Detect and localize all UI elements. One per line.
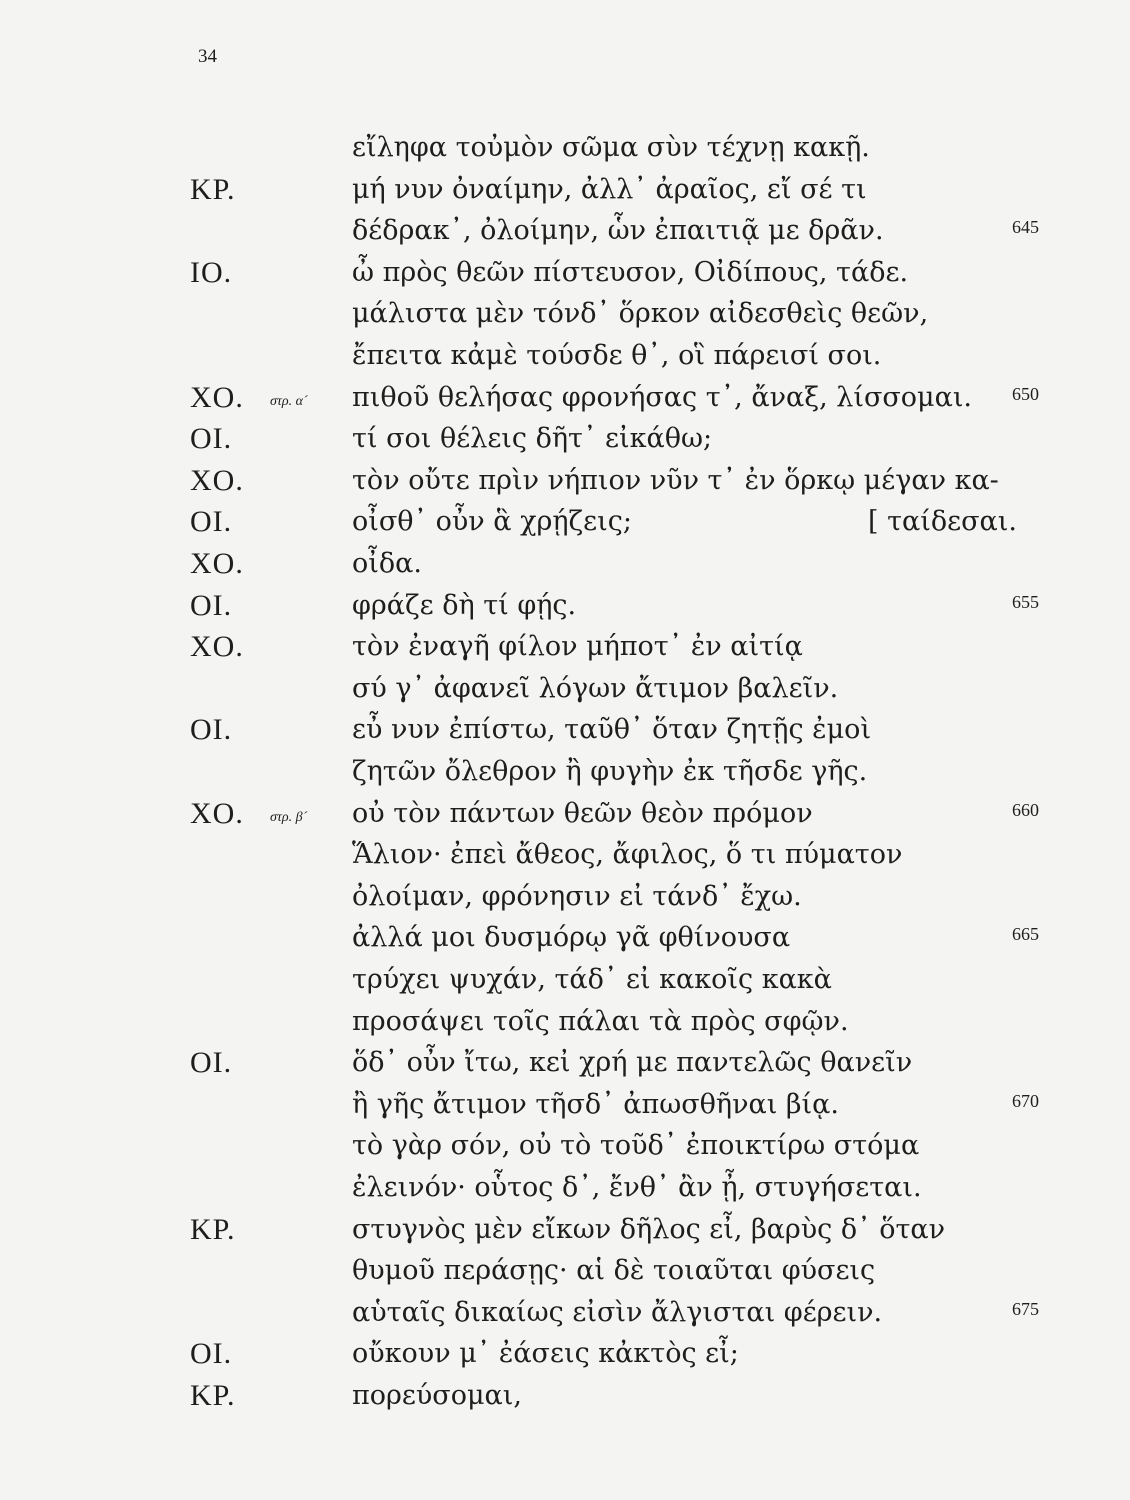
verse-line	[0, 877, 1130, 917]
speaker-label: ΧΟ.	[190, 464, 244, 497]
verse-text: αὑταῖς δικαίως εἰσὶν ἄλγισται φέρειν.	[352, 1297, 883, 1328]
verse-text: εὖ νυν ἐπίστω, ταῦθ᾽ ὅταν ζητῇς ἐμοὶ	[352, 714, 872, 745]
verse-line	[0, 710, 1130, 750]
line-number: 655	[1012, 592, 1039, 612]
speaker-label: ΧΟ.	[190, 797, 244, 830]
verse-text: οἶσθ᾽ οὖν ἃ χρῄζεις;	[352, 506, 632, 537]
verse-text: τὸν οὔτε πρὶν νήπιον νῦν τ᾽ ἐν ὅρκῳ μέγαν κα-	[352, 465, 999, 496]
verse-text: ὀλοίμαν, φρόνησιν εἰ τάνδ᾽ ἔχω.	[352, 881, 802, 912]
verse-text: τὸν ἐναγῆ φίλον μήποτ᾽ ἐν αἰτίᾳ	[352, 631, 803, 662]
verse-line	[0, 1210, 1130, 1250]
speaker-label: ΧΟ.	[190, 547, 244, 580]
verse-line	[0, 1168, 1130, 1208]
strophe-mark: στρ. α´	[270, 394, 308, 409]
verse-text: θυμοῦ περάσῃς· αἱ δὲ τοιαῦται φύσεις	[352, 1255, 876, 1286]
verse-line	[0, 1126, 1130, 1166]
line-number: 665	[1012, 924, 1039, 944]
verse-text: πορεύσομαι,	[352, 1380, 522, 1411]
verse-line	[0, 1085, 1130, 1125]
verse-line	[0, 294, 1130, 334]
verse-continuation: [ ταίδεσαι.	[868, 506, 1017, 537]
verse-line	[0, 960, 1130, 1000]
verse-line	[0, 170, 1130, 210]
speaker-label: ΟΙ.	[190, 1046, 233, 1079]
verse-line	[0, 211, 1130, 251]
verse-text: οἶδα.	[352, 548, 422, 579]
verse-line	[0, 669, 1130, 709]
line-number: 660	[1012, 800, 1039, 820]
verse-text: τρύχει ψυχάν, τάδ᾽ εἰ κακοῖς κακὰ	[352, 964, 832, 995]
verse-line	[0, 794, 1130, 834]
verse-text: τί σοι θέλεις δῆτ᾽ εἰκάθω;	[352, 423, 713, 454]
verse-line	[0, 378, 1130, 418]
verse-line	[0, 1334, 1130, 1374]
verse-line	[0, 835, 1130, 875]
speaker-label: ΙΟ.	[190, 256, 233, 289]
verse-text: ὦ πρὸς θεῶν πίστευσον, Οἰδίπους, τάδε.	[352, 257, 909, 288]
speaker-label: ΟΙ.	[190, 505, 233, 538]
verse-text: οὐ τὸν πάντων θεῶν θεὸν πρόμον	[352, 798, 813, 829]
verse-line	[0, 752, 1130, 792]
strophe-mark: στρ. β´	[270, 810, 308, 825]
verse-line	[0, 419, 1130, 459]
speaker-label: ΚΡ.	[190, 173, 236, 206]
verse-text: σύ γ᾽ ἀφανεῖ λόγων ἄτιμον βαλεῖν.	[352, 673, 839, 704]
line-number: 670	[1012, 1091, 1039, 1111]
speaker-label: ΧΟ.	[190, 381, 244, 414]
verse-line	[0, 918, 1130, 958]
verse-text: εἴληφα τοὐμὸν σῶμα σὺν τέχνῃ κακῇ.	[352, 132, 870, 163]
verse-line	[0, 336, 1130, 376]
page-number: 34	[198, 46, 217, 67]
speaker-label: ΟΙ.	[190, 422, 233, 455]
verse-line	[0, 502, 1130, 542]
speaker-label: ΟΙ.	[190, 1337, 233, 1370]
line-number: 675	[1012, 1299, 1039, 1319]
verse-line	[0, 586, 1130, 626]
verse-text: πιθοῦ θελήσας φρονήσας τ᾽, ἄναξ, λίσσομαι.	[352, 382, 973, 413]
verse-text: οὔκουν μ᾽ ἐάσεις κἀκτὸς εἶ;	[352, 1338, 739, 1369]
verse-text: ἀλλά μοι δυσμόρῳ γᾶ φθίνουσα	[352, 922, 791, 953]
verse-text: τὸ γὰρ σόν, οὐ τὸ τοῦδ᾽ ἐποικτίρω στόμα	[352, 1130, 920, 1161]
verse-line	[0, 1376, 1130, 1416]
verse-text: ὅδ᾽ οὖν ἴτω, κεἰ χρή με παντελῶς θανεῖν	[352, 1047, 913, 1078]
verse-text: Ἅλιον· ἐπεὶ ἄθεος, ἄφιλος, ὅ τι πύματον	[352, 839, 903, 870]
verse-text: ἐλεινόν· οὗτος δ᾽, ἔνθ᾽ ἂν ᾖ, στυγήσεται.	[352, 1172, 922, 1203]
verse-line	[0, 627, 1130, 667]
verse-text: μάλιστα μὲν τόνδ᾽ ὅρκον αἰδεσθεὶς θεῶν,	[352, 298, 929, 329]
verse-text: μή νυν ὀναίμην, ἀλλ᾽ ἀραῖος, εἴ σέ τι	[352, 174, 867, 205]
line-number: 645	[1012, 217, 1039, 237]
speaker-label: ΟΙ.	[190, 713, 233, 746]
verse-line	[0, 1043, 1130, 1083]
verse-text: στυγνὸς μὲν εἴκων δῆλος εἶ, βαρὺς δ᾽ ὅταν	[352, 1214, 946, 1245]
verse-text: ἔπειτα κἀμὲ τούσδε θ᾽, οἳ πάρεισί σοι.	[352, 340, 882, 371]
speaker-label: ΟΙ.	[190, 589, 233, 622]
verse-line	[0, 128, 1130, 168]
speaker-label: ΧΟ.	[190, 630, 244, 663]
verse-line	[0, 1293, 1130, 1333]
verse-text: ζητῶν ὄλεθρον ἢ φυγὴν ἐκ τῆσδε γῆς.	[352, 756, 868, 787]
verse-text: φράζε δὴ τί φῄς.	[352, 590, 577, 621]
verse-line	[0, 544, 1130, 584]
speaker-label: ΚΡ.	[190, 1213, 236, 1246]
verse-line	[0, 1251, 1130, 1291]
verse-line	[0, 461, 1130, 501]
verse-line	[0, 1002, 1130, 1042]
verse-text: προσάψει τοῖς πάλαι τὰ πρὸς σφῷν.	[352, 1006, 849, 1037]
speaker-label: ΚΡ.	[190, 1379, 236, 1412]
verse-text: δέδρακ᾽, ὀλοίμην, ὧν ἐπαιτιᾷ με δρᾶν.	[352, 215, 884, 246]
verse-line	[0, 253, 1130, 293]
verse-text: ἢ γῆς ἄτιμον τῆσδ᾽ ἀπωσθῆναι βίᾳ.	[352, 1089, 839, 1120]
line-number: 650	[1012, 384, 1039, 404]
